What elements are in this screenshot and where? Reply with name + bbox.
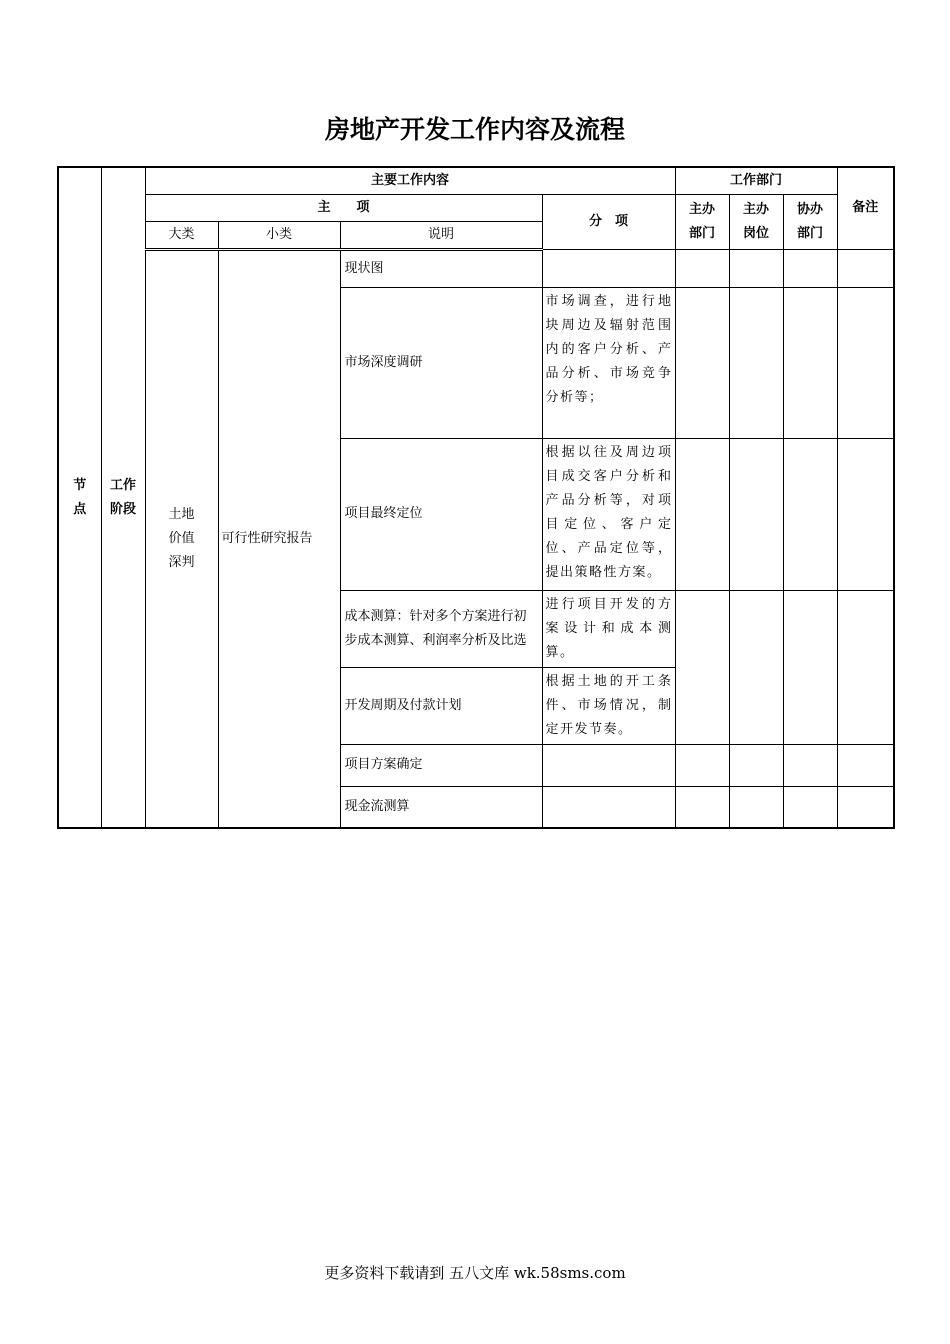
sub-item-cell: 根据以往及周边项目成交客户分析和产品分析等，对项目定位、客户定位、产品定位等，提出策略性方案。 xyxy=(542,438,675,590)
description-cell: 现金流测算 xyxy=(340,786,542,828)
description-cell: 开发周期及付款计划 xyxy=(340,667,542,744)
lead-dept-header: 主办 部门 xyxy=(675,194,729,249)
footer-text: 更多资料下载请到 五八文库 wk.58sms.com xyxy=(324,1264,626,1282)
sub-item-cell xyxy=(542,744,675,786)
description-cell: 项目方案确定 xyxy=(340,744,542,786)
page-title: 房地产开发工作内容及流程 xyxy=(324,115,625,144)
category-header: 大类 xyxy=(145,221,218,249)
subcategory-header: 小类 xyxy=(218,221,340,249)
table-row xyxy=(58,249,894,287)
lead-post-header: 主办 岗位 xyxy=(729,194,783,249)
sub-item-cell: 根据土地的开工条件、市场情况，制定开发节奏。 xyxy=(542,667,675,744)
description-header: 说明 xyxy=(340,221,542,249)
work-dept-header: 工作部门 xyxy=(675,167,837,194)
sub-item-cell: 进行项目开发的方案设计和成本测算。 xyxy=(542,590,675,667)
sub-item-cell xyxy=(542,786,675,828)
sub-item-header: 分 项 xyxy=(542,194,675,249)
node-header: 节 点 xyxy=(58,167,101,828)
main-content-header: 主要工作内容 xyxy=(145,167,675,194)
sub-item-cell xyxy=(542,249,675,287)
description-cell: 现状图 xyxy=(340,249,542,287)
assist-dept-header: 协办 部门 xyxy=(783,194,837,249)
workflow-table xyxy=(57,166,895,829)
description-cell: 市场深度调研 xyxy=(340,287,542,438)
sub-item-cell: 市场调查，进行地块周边及辐射范围内的客户分析、产品分析、市场竞争分析等； xyxy=(542,287,675,438)
description-cell: 成本测算：针对多个方案进行初步成本测算、利润率分析及比选 xyxy=(340,590,542,667)
remarks-header: 备注 xyxy=(837,167,894,249)
description-cell: 项目最终定位 xyxy=(340,438,542,590)
main-item-header: 主 项 xyxy=(145,194,542,221)
stage-header: 工作 阶段 xyxy=(101,167,145,828)
category-cell: 土地 价值 深判 xyxy=(145,249,218,828)
subcategory-cell: 可行性研究报告 xyxy=(218,249,340,828)
